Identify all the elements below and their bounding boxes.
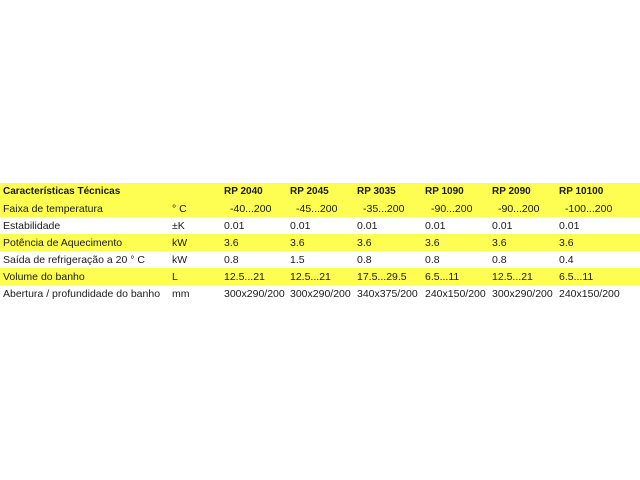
row-value: 340x375/200 — [357, 287, 418, 300]
table-row — [0, 200, 640, 217]
header-model: RP 10100 — [559, 186, 604, 197]
row-value: 6.5...11 — [559, 270, 594, 283]
row-value: 3.6 — [290, 236, 305, 249]
row-unit: kW — [172, 253, 188, 266]
row-value: 0.01 — [357, 219, 378, 232]
header-model: RP 3035 — [357, 186, 396, 197]
row-value: 3.6 — [224, 236, 239, 249]
row-value: 0.4 — [559, 253, 574, 266]
header-model: RP 2040 — [224, 186, 263, 197]
row-value: 0.8 — [425, 253, 440, 266]
table-header-row — [0, 183, 640, 200]
header-model: RP 2045 — [290, 186, 329, 197]
row-unit: mm — [172, 287, 190, 300]
row-value: 17.5...29.5 — [357, 270, 407, 283]
row-label: Abertura / profundidade do banho — [3, 287, 161, 300]
row-label: Faixa de temperatura — [3, 202, 103, 215]
row-value: 0.8 — [357, 253, 372, 266]
row-label: Estabilidade — [3, 219, 61, 232]
row-value: 0.01 — [224, 219, 245, 232]
header-title: Características Técnicas — [3, 186, 121, 197]
row-value: 3.6 — [425, 236, 440, 249]
row-value: 0.8 — [492, 253, 507, 266]
row-value: 300x290/200 — [224, 287, 285, 300]
row-value: 12.5...21 — [224, 270, 265, 283]
row-value: -35...200 — [363, 202, 405, 215]
row-label: Potência de Aquecimento — [3, 236, 123, 249]
row-value: 0.01 — [492, 219, 513, 232]
row-value: 12.5...21 — [290, 270, 331, 283]
header-model: RP 2090 — [492, 186, 531, 197]
row-value: 12.5...21 — [492, 270, 533, 283]
row-value: 0.01 — [290, 219, 311, 232]
table-row — [0, 268, 640, 285]
row-value: 6.5...11 — [425, 270, 460, 283]
row-unit: ° C — [172, 202, 187, 215]
row-value: 300x290/200 — [290, 287, 351, 300]
header-model: RP 1090 — [425, 186, 464, 197]
row-value: 300x290/200 — [492, 287, 553, 300]
table-row — [0, 217, 640, 234]
row-label: Saída de refrigeração a 20 ° C — [3, 253, 145, 266]
row-value: 240x150/200 — [425, 287, 486, 300]
spec-table — [0, 183, 640, 302]
row-value: -90...200 — [431, 202, 473, 215]
table-row — [0, 234, 640, 251]
row-value: 0.8 — [224, 253, 239, 266]
row-value: 3.6 — [357, 236, 372, 249]
row-label: Volume do banho — [3, 270, 85, 283]
row-value: -45...200 — [296, 202, 338, 215]
row-value: -100...200 — [565, 202, 613, 215]
row-unit: L — [172, 270, 178, 283]
row-unit: kW — [172, 236, 188, 249]
row-value: 240x150/200 — [559, 287, 620, 300]
row-value: 3.6 — [559, 236, 574, 249]
table-row — [0, 251, 640, 268]
row-value: 3.6 — [492, 236, 507, 249]
table-row — [0, 285, 640, 302]
row-value: 1.5 — [290, 253, 305, 266]
row-value: -40...200 — [230, 202, 272, 215]
row-value: -90...200 — [498, 202, 540, 215]
row-value: 0.01 — [425, 219, 446, 232]
row-unit: ±K — [172, 219, 185, 232]
row-value: 0.01 — [559, 219, 580, 232]
